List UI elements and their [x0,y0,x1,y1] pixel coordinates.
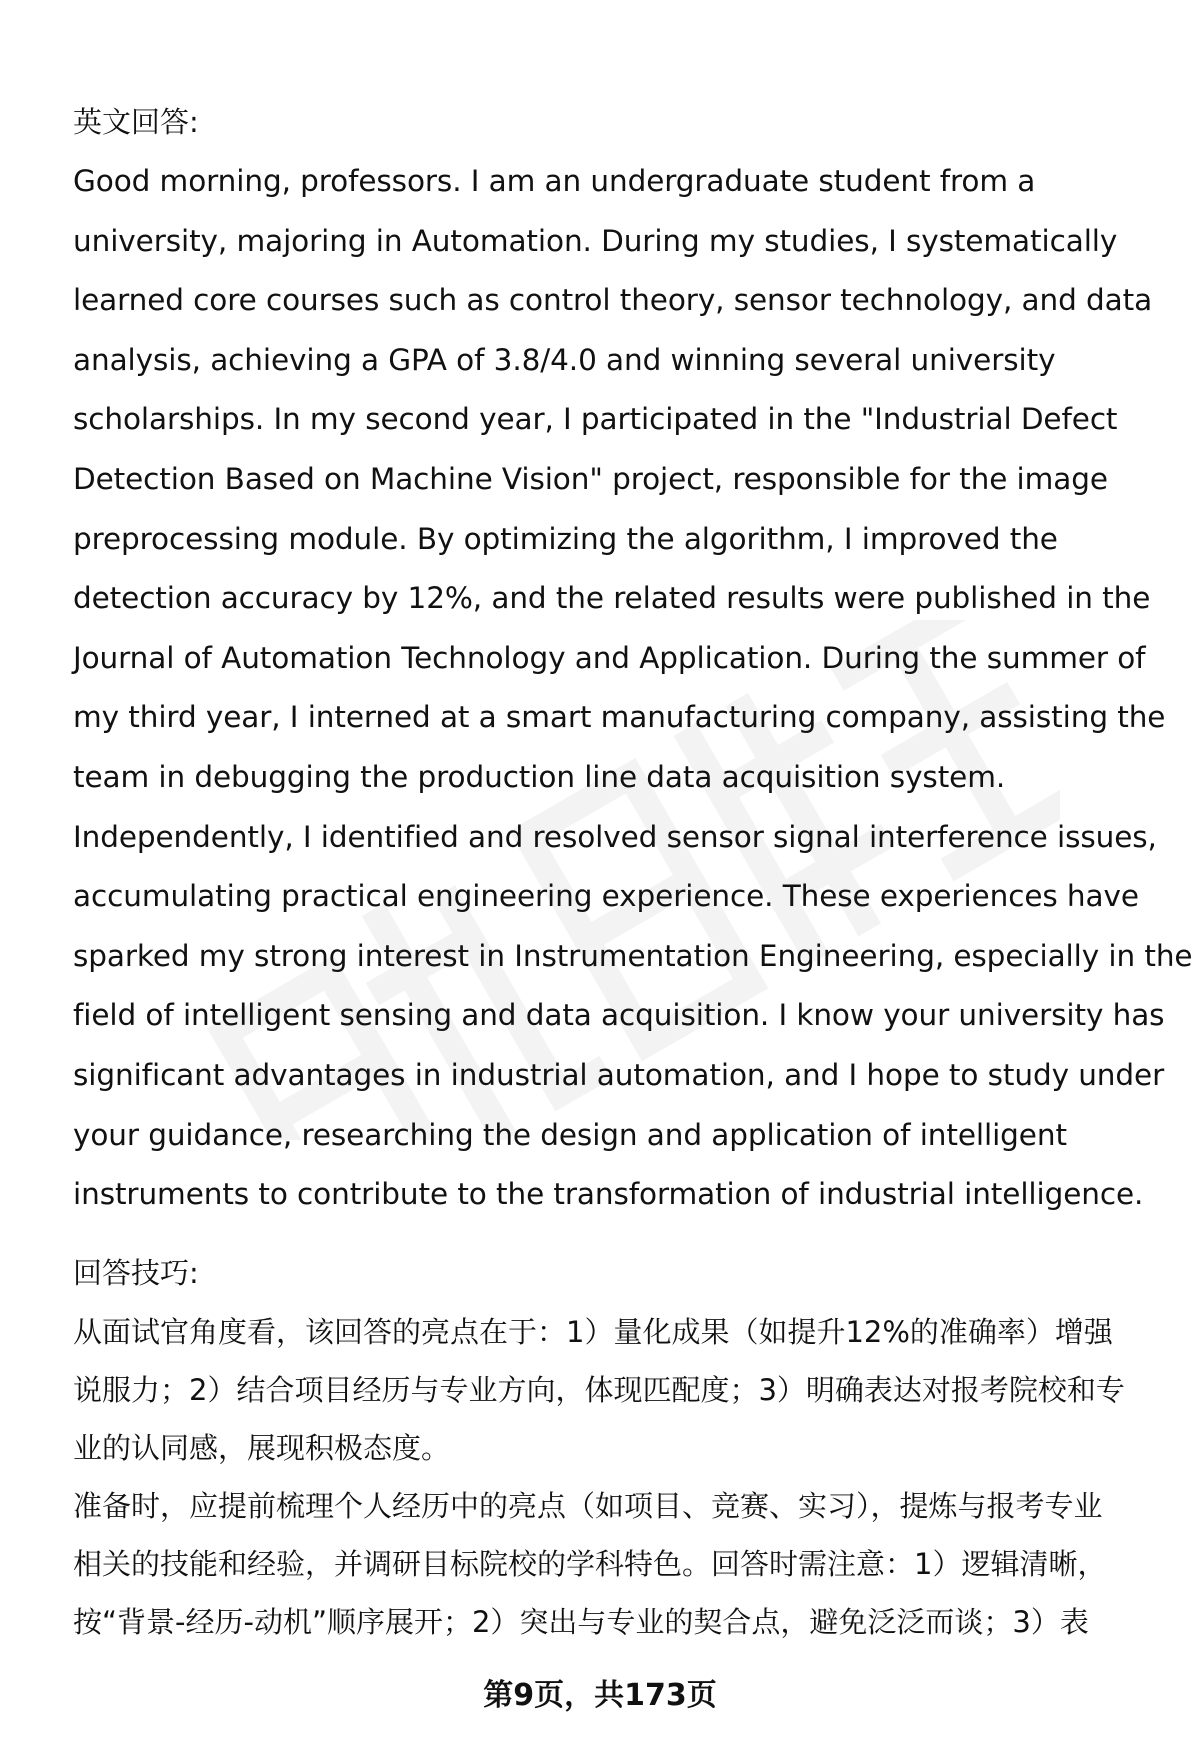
text-line: 相关的技能和经验，并调研目标院校的学科特色。回答时需注意：1）逻辑清晰， [73,1546,1107,1581]
tips-paragraph-2 [73,1477,1153,1651]
text-line: significant advantages in industrial automation, and I hope to study under [73,1057,1165,1092]
section-gap [73,1225,1153,1243]
text-line: preprocessing module. By optimizing the algorithm, I improved the [73,521,1058,556]
text-line: scholarships. In my second year, I participated in the "Industrial Defect [73,402,1118,437]
text-line: analysis, achieving a GPA of 3.8/4.0 and winning several university [73,342,1056,377]
text-line: sparked my strong interest in Instrumentation Engineering, especially in the [73,938,1193,973]
text-line: detection accuracy by 12%, and the related results were published in the [73,581,1151,616]
text-line: learned core courses such as control theory, sensor technology, and data [73,283,1153,318]
text-line: team in debugging the production line data acquisition system. [73,759,1006,794]
english-answer-paragraph [73,152,1193,1225]
page-content [73,92,1193,1651]
tips-heading: 回答技巧: [73,1255,199,1290]
text-line: your guidance, researching the design and application of intelligent [73,1117,1067,1152]
text-line: instruments to contribute to the transformation of industrial intelligence. [73,1177,1144,1212]
page-number: 第9页，共173页 [483,1678,717,1713]
text-line: 说服力；2）结合项目经历与专业方向，体现匹配度；3）明确表达对报考院校和专 [73,1372,1125,1407]
english-answer-heading: 英文回答: [73,105,199,139]
text-line: 业的认同感，展现积极态度。 [73,1430,451,1465]
text-line: 准备时，应提前梳理个人经历中的亮点（如项目、竞赛、实习），提炼与报考专业 [73,1488,1103,1523]
text-line: 按“背景-经历-动机”顺序展开；2）突出与专业的契合点，避免泛泛而谈；3）表 [73,1604,1089,1639]
text-line: Good morning, professors. I am an undergraduate student from a [73,164,1036,198]
text-line: Journal of Automation Technology and Application. During the summer of [73,640,1146,675]
text-line: accumulating practical engineering experience. These experiences have [73,879,1139,914]
text-line: Independently, I identified and resolved sensor signal interference issues, [73,819,1157,854]
text-line: 从面试官角度看，该回答的亮点在于：1）量化成果（如提升12%的准确率）增强 [73,1314,1113,1349]
text-line: university, majoring in Automation. During my studies, I systematically [73,223,1118,258]
tips-paragraph-1 [73,1303,1153,1477]
text-line: my third year, I interned at a smart manufacturing company, assisting the [73,700,1166,735]
text-line: Detection Based on Machine Vision" project, responsible for the image [73,461,1108,496]
text-line: field of intelligent sensing and data acquisition. I know your university has [73,998,1165,1033]
